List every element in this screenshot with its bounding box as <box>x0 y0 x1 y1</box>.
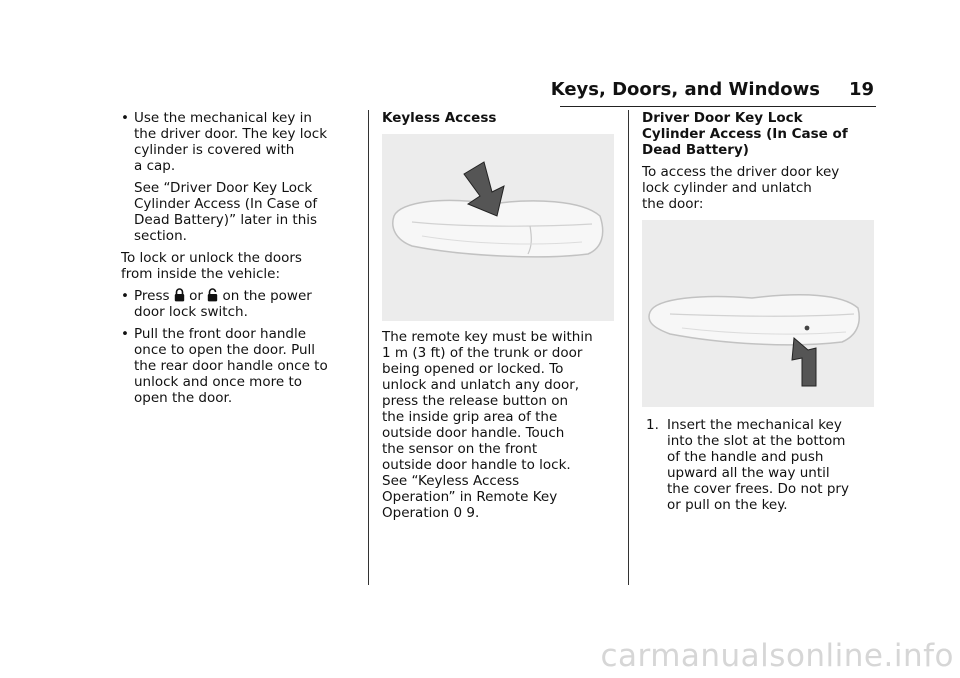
page-number: 19 <box>848 79 874 100</box>
keyless-access-heading: Keyless Access <box>382 110 497 126</box>
inside-lock-intro: To lock or unlock the doors from inside the vehicle: <box>121 250 302 282</box>
key-lock-cylinder-heading: Driver Door Key Lock Cylinder Access (In Case of Dead Battery) <box>642 110 848 158</box>
column-2 <box>382 110 618 521</box>
bullet-mechanical-key: • Use the mechanical key in the driver door. The key lock cylinder is covered with a cap. <box>121 110 361 174</box>
key-lock-intro: To access the driver door key lock cylinder and unlatch the door: <box>642 164 840 212</box>
keyless-handle-figure <box>382 134 614 321</box>
page-ref-link[interactable]: 9. <box>466 505 480 521</box>
step-1: 1. Insert the mechanical key into the slot at the bottom of the handle and push upward all the way until the cover frees. Do not pry or pull on the key. <box>646 417 849 513</box>
section-title: Keys, Doors, and Windows <box>550 79 820 100</box>
page-header <box>550 79 876 109</box>
bullet-press-switch: • Press or on the power door lock switch. <box>121 288 361 320</box>
unlock-icon <box>207 288 218 302</box>
header-rule <box>560 106 876 107</box>
bullet-pull-handle: • Pull the front door handle once to open the door. Pull the rear door handle once to unlock and once more to open the door. <box>121 326 361 406</box>
watermark: carmanualsonline.info <box>600 638 954 674</box>
keyless-access-body: The remote key must be within 1 m (3 ft) of the trunk or door being opened or locked. To unlock and unlatch any door, press the release button on the inside grip area of the outside door handle. Touch the sensor on the front outside door handle to lock. See “Keyless Access Operation” in Remote Key Operation 0 9. <box>382 329 593 521</box>
key-cylinder-figure <box>642 220 874 407</box>
page-ref-symbol: 0 <box>453 505 463 521</box>
column-divider-2 <box>628 110 629 585</box>
column-divider-1 <box>368 110 369 585</box>
see-reference: See “Driver Door Key Lock Cylinder Access (In Case of Dead Battery)” later in this section. <box>134 180 318 244</box>
column-3 <box>642 110 878 513</box>
column-1 <box>121 110 361 406</box>
lock-icon <box>174 288 185 302</box>
